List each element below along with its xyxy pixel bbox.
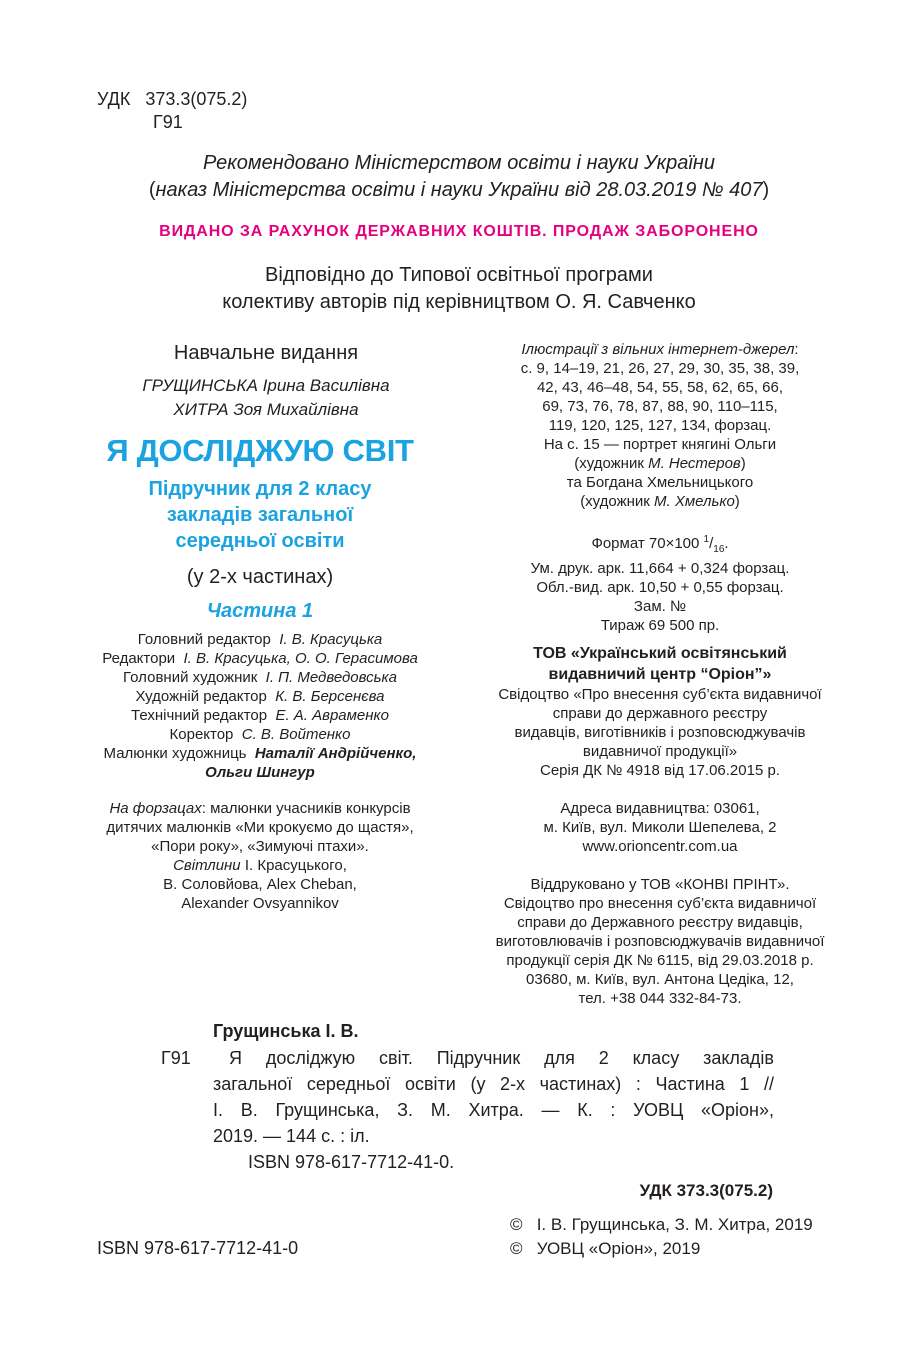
author2-name: Зоя Михайлівна (233, 400, 359, 419)
artist-name: М. Нестеров (648, 455, 741, 472)
spec-line: Тираж 69 500 пр. (600, 617, 720, 634)
illustrations-label: Ілюстрації з вільних інтернет-джерел (521, 341, 795, 358)
printer-line: продукції серія ДК № 6115, від 29.03.2018 р. (506, 952, 814, 969)
certificate-line: видавничої продукції» (582, 743, 738, 760)
authors (60, 374, 460, 422)
copyright-line: УОВЦ «Оріон», 2019 (536, 1239, 701, 1258)
paren-close: ) (762, 179, 770, 201)
program-line1: Відповідно до Типової освітньої програми (265, 264, 653, 286)
subtitle-line: середньої освіти (175, 530, 345, 552)
website-link[interactable]: www.orioncentr.com.ua (582, 838, 738, 855)
printer-line: тел. +38 044 332-84-73. (578, 990, 742, 1007)
artist-prefix: (художник (574, 455, 649, 472)
certificate-line: справи до державного реєстру (552, 705, 768, 722)
artist-name: М. Хмелько (654, 493, 735, 510)
book-title: Я ДОСЛІДЖУЮ СВІТ (106, 433, 414, 468)
credit-name: І. П. Медведовська (265, 669, 397, 686)
illustrations-note (460, 340, 860, 511)
copyright-icon: © (510, 1239, 523, 1258)
bib-line: Я досліджую світ. Підручник для 2 класу закладів (229, 1048, 774, 1068)
format-denominator: 16 (713, 544, 725, 555)
credit-row (60, 725, 460, 744)
paren-open: ( (148, 179, 156, 201)
credit-role: Малюнки художниць (103, 745, 247, 762)
udk-code: 373.3(075.2) (145, 89, 248, 109)
publisher-line: видавничий центр “Оріон”» (548, 666, 772, 683)
author1-name: Ірина Василівна (262, 376, 390, 395)
artist-suffix: ) (740, 455, 746, 472)
publisher-certificate (460, 685, 860, 780)
certificate-line: Серія ДК № 4918 від 17.06.2015 р. (540, 762, 780, 779)
subtitle-line: Підручник для 2 класу (148, 478, 372, 500)
spec-line: Обл.-вид. арк. 10,50 + 0,55 форзац. (536, 579, 784, 596)
sale-notice: ВИДАНО ЗА РАХУНОК ДЕРЖАВНИХ КОШТІВ. ПРОДАЖ ЗАБОРОНЕНО (159, 223, 759, 240)
subtitle-line: закладів загальної (166, 504, 354, 526)
part-label: Частина 1 (206, 600, 314, 622)
photo-label: Світлини (173, 857, 241, 874)
illustrations-line: 119, 120, 125, 127, 134, форзац. (548, 417, 772, 434)
recommendation (0, 150, 918, 204)
printer-line: Віддруковано у ТОВ «КОНВІ ПРІНТ». (530, 876, 790, 893)
printer-info (460, 875, 860, 1008)
credit-role: Художній редактор (135, 688, 267, 705)
printer-line: виготовлювачів і розповсюджувачів видавничої (495, 933, 825, 950)
printer-line: справи до Державного реєстру видавців, (517, 914, 803, 931)
artist-suffix: ) (734, 493, 740, 510)
copyright-line: І. В. Грущинська, З. М. Хитра, 2019 (536, 1215, 813, 1234)
credit-row (60, 744, 460, 763)
artist-prefix: (художник (580, 493, 655, 510)
format-dot: . (724, 535, 729, 552)
certificate-line: видавців, виготівників і розповсюджувачів (514, 724, 806, 741)
credit-role: Редактори (102, 650, 176, 667)
credit-name: С. В. Войтенко (241, 726, 351, 743)
illustrations-line: та Богдана Хмельницького (566, 474, 754, 491)
bib-index: Г91 (161, 1048, 191, 1068)
address-line: Адреса видавництва: 03061, (560, 800, 760, 817)
credit-role: Головний художник (123, 669, 258, 686)
publisher-line: ТОВ «Український освітянський (533, 645, 787, 662)
credit-role: Коректор (169, 726, 234, 743)
printer-line: 03680, м. Київ, вул. Антона Цедіка, 12, (526, 971, 794, 988)
bib-line: 2019. — 144 с. : іл. (213, 1126, 370, 1146)
photo-credit: В. Соловйова, Alex Cheban, (163, 876, 357, 893)
credit-role: Технічний редактор (131, 707, 268, 724)
print-specs (460, 530, 860, 635)
bib-line: І. В. Грущинська, З. М. Хитра. — К. : УОВЦ «Оріон», (213, 1100, 774, 1120)
copyright-icon: © (510, 1215, 523, 1234)
bib-isbn: ISBN 978-617-7712-41-0. (248, 1152, 455, 1172)
bib-author: Грущинська І. В. (213, 1021, 359, 1041)
format-line: Формат 70×100 $^1/_{16}$. (591, 534, 729, 555)
book-subtitle (60, 476, 460, 554)
certificate-line: Свідоцтво «Про внесення суб’єкта видавничої (498, 686, 822, 703)
credit-row (60, 668, 460, 687)
program-line2: колективу авторів під керівництвом О. Я. Савченко (222, 291, 696, 313)
footer-isbn: ISBN 978-617-7712-41-0 (97, 1238, 299, 1258)
publisher-address (460, 799, 860, 856)
printer-line: Свідоцтво про внесення суб’єкта видавничої (503, 895, 817, 912)
forzats-label: На форзацах (109, 800, 202, 817)
publisher-name (460, 643, 860, 685)
illustrations-line: 42, 43, 46–48, 54, 55, 58, 62, 65, 66, (536, 379, 784, 396)
bib-udk: УДК 373.3(075.2) (639, 1181, 773, 1200)
illustrations-line: 69, 73, 76, 78, 87, 88, 90, 110–115, (542, 398, 778, 415)
forzats-text: : малюнки учасників конкурсів (201, 800, 411, 817)
program-note (0, 262, 918, 316)
credits (60, 630, 460, 782)
illustrations-line: На с. 15 — портрет княгині Ольги (543, 436, 777, 453)
forzats-note (60, 799, 460, 913)
forzats-text: «Пори року», «Зимуючі птахи». (151, 838, 369, 855)
format-numerator: 1 (703, 534, 710, 545)
forzats-text: дитячих малюнків «Ми крокуємо до щастя», (106, 819, 414, 836)
udk-block (97, 88, 247, 134)
credit-row (60, 630, 460, 649)
photo-credit: І. Красуцького, (240, 857, 347, 874)
bib-description (213, 1045, 774, 1149)
bib-line: загальної середньої освіти (у 2-х частинах) : Частина 1 // (213, 1074, 774, 1094)
author1-surname: ГРУЩИНСЬКА (142, 376, 258, 395)
parts-note: (у 2-х частинах) (186, 566, 334, 588)
credit-row (60, 706, 460, 725)
udk-label: УДК (97, 89, 131, 109)
credit-row (60, 687, 460, 706)
credit-extra: Ольги Шингур (205, 764, 315, 781)
credit-name: І. В. Красуцька (279, 631, 383, 648)
address-line: м. Київ, вул. Миколи Шепелева, 2 (543, 819, 777, 836)
edition-type: Навчальне видання (173, 342, 359, 364)
credit-name: Е. А. Авраменко (275, 707, 389, 724)
credit-row (60, 649, 460, 668)
left-column (60, 340, 460, 913)
right-column (460, 340, 860, 1008)
copyright-block (510, 1213, 813, 1261)
format-label: Формат 70×100 (591, 535, 704, 552)
photo-credit: Alexander Ovsyannikov (181, 895, 339, 912)
credit-name: К. В. Берсенєва (275, 688, 385, 705)
colon: : (794, 341, 799, 358)
spec-line: Ум. друк. арк. 11,664 + 0,324 форзац. (530, 560, 790, 577)
illustrations-line: с. 9, 14–19, 21, 26, 27, 29, 30, 35, 38, 39, (520, 360, 800, 377)
udk-index: Г91 (153, 112, 183, 132)
credit-role: Головний редактор (137, 631, 271, 648)
author2-surname: ХИТРА (173, 400, 229, 419)
recommendation-line1: Рекомендовано Міністерством освіти і науки України (203, 152, 715, 174)
spec-line: Зам. № (633, 598, 687, 615)
credit-name: І. В. Красуцька, О. О. Герасимова (183, 650, 418, 667)
credit-name: Наталії Андрійченко, (254, 745, 417, 762)
recommendation-line2: наказ Міністерства освіти і науки України від 28.03.2019 № 407 (155, 179, 763, 201)
